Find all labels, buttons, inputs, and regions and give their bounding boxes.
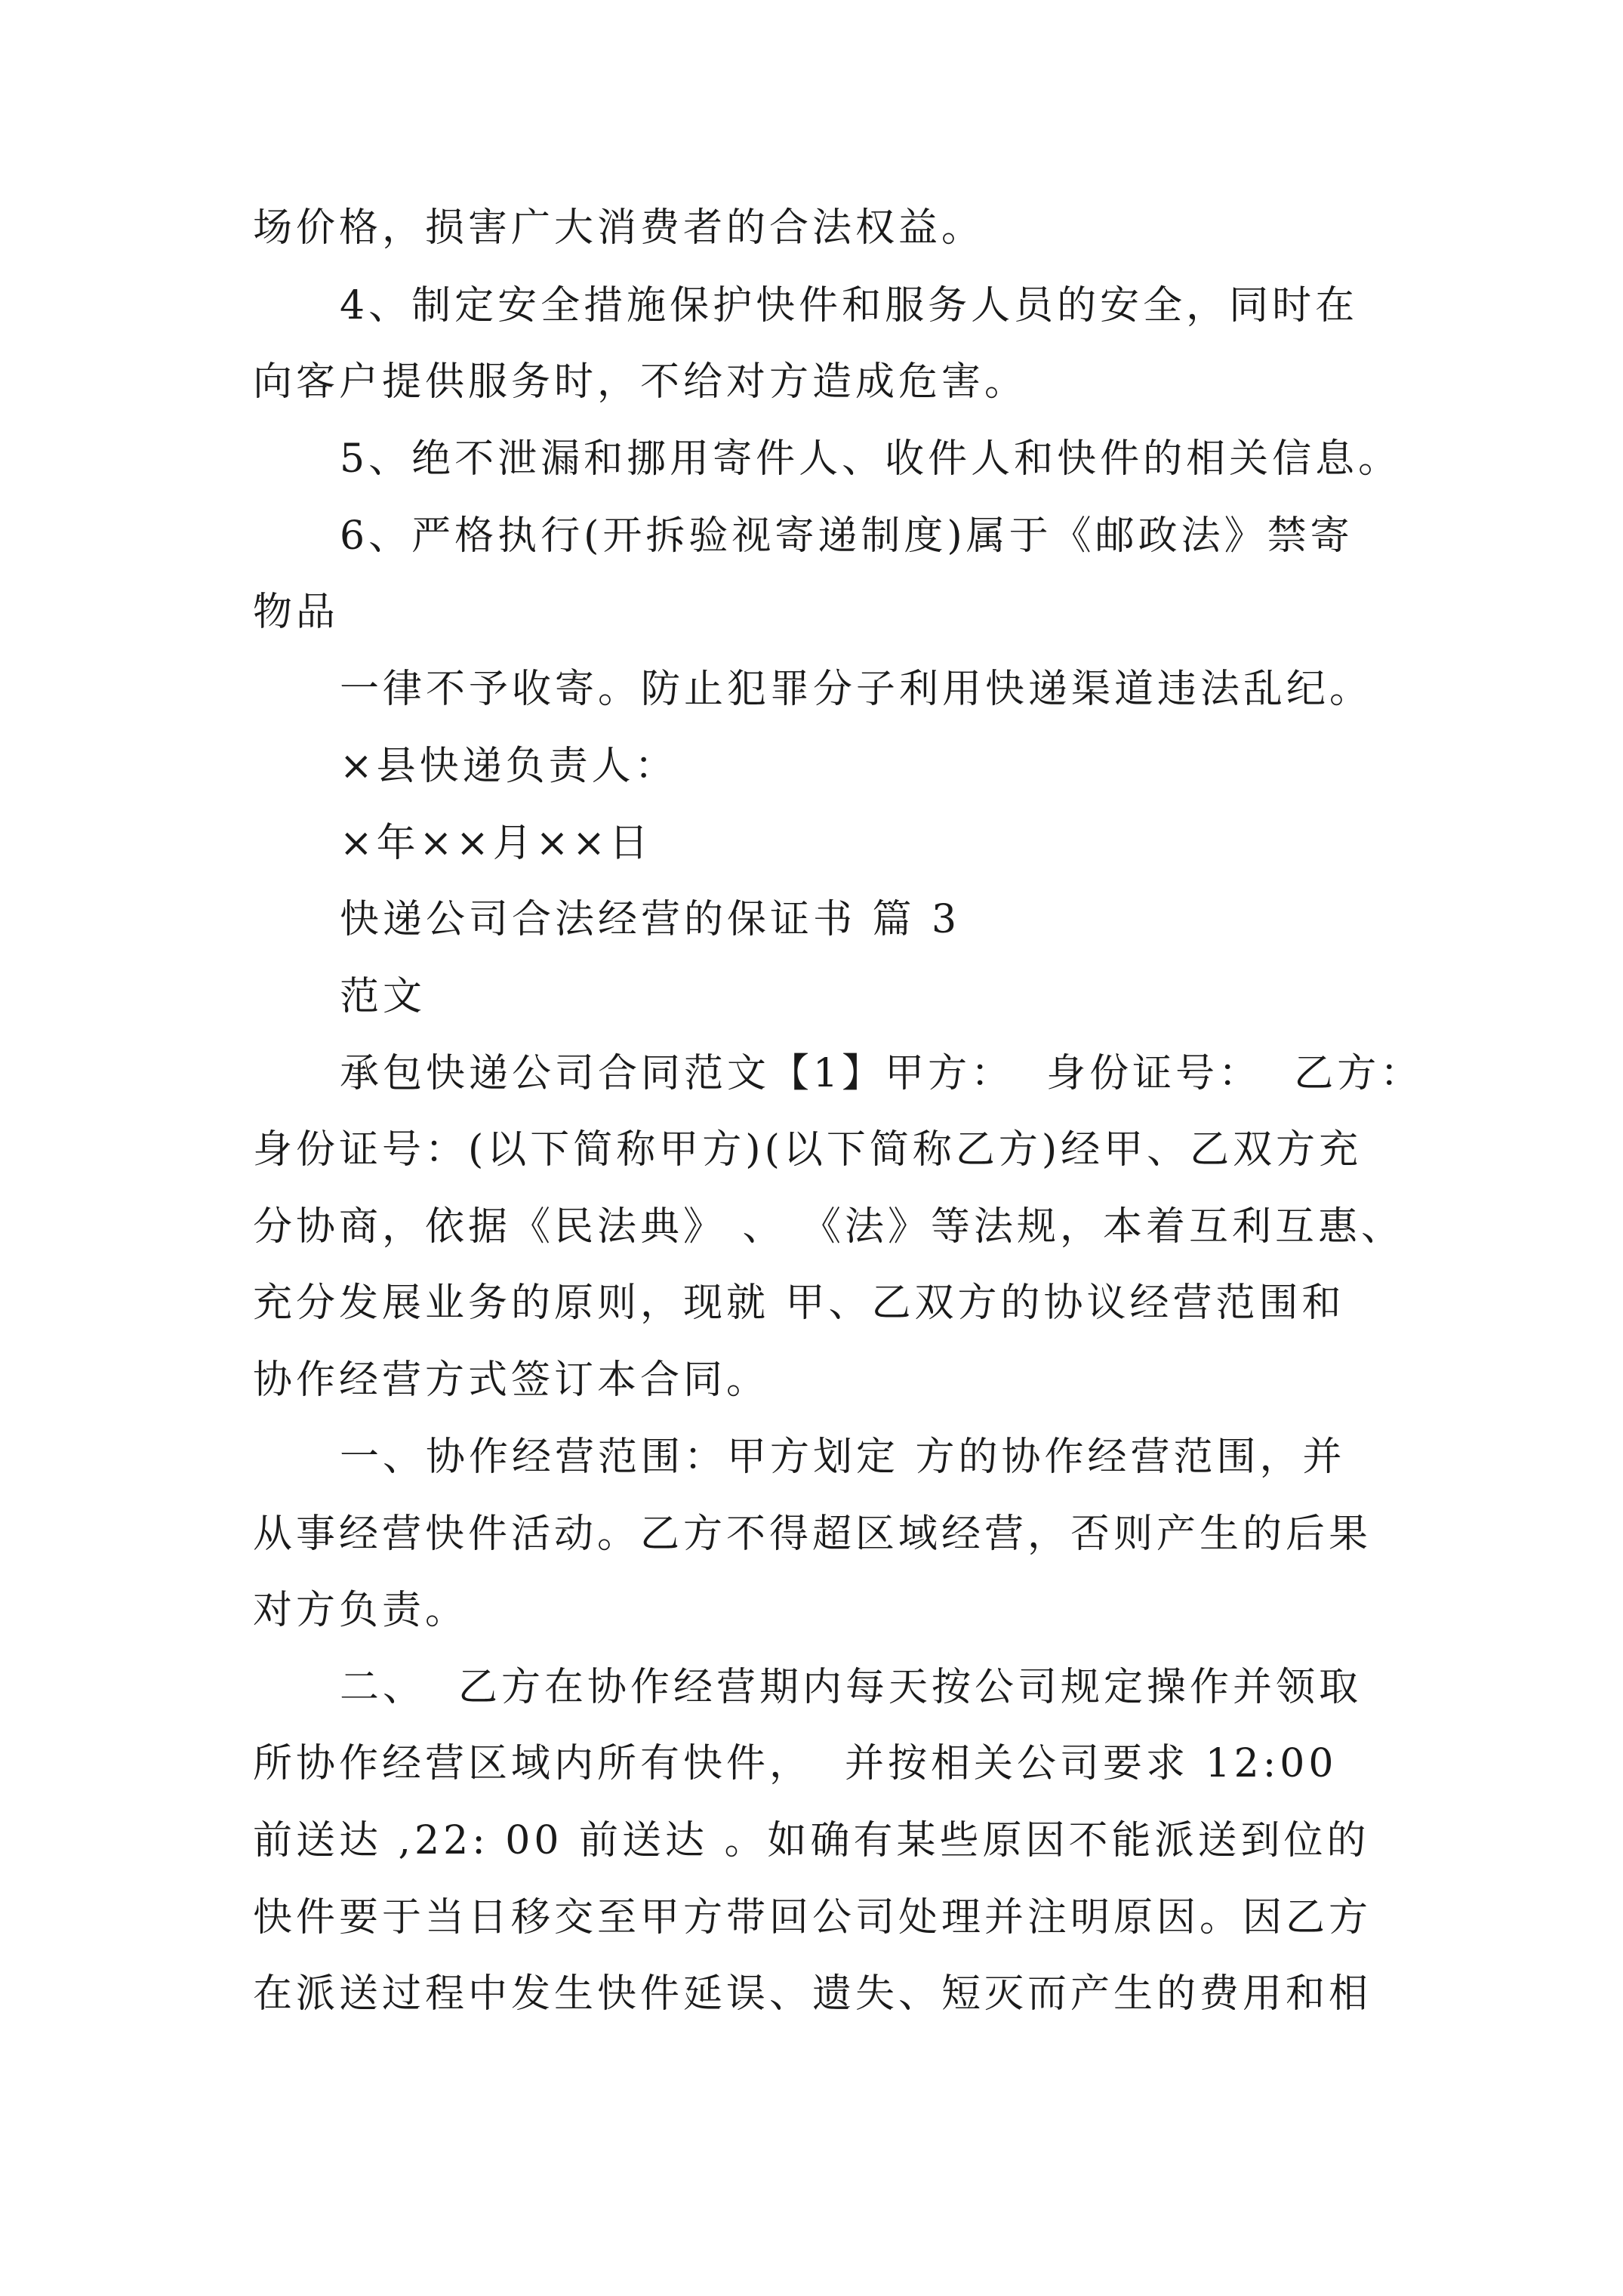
text-line: 身份证号：(以下简称甲方)(以下简称乙方)经甲、乙双方充: [253, 1127, 1363, 1173]
text-line: 前送达 ,22: 00 前送达 。如确有某些原因不能派送到位的: [253, 1818, 1370, 1863]
section-heading: 快递公司合法经营的保证书 篇 3: [340, 897, 961, 942]
text-line: 4、制定安全措施保护快件和服务人员的安全，同时在: [340, 283, 1359, 328]
text-line: ×年××月××日: [340, 821, 652, 866]
text-line: 6、严格执行(开拆验视寄递制度)属于《邮政法》禁寄: [340, 513, 1354, 559]
text-line: 对方负责。: [253, 1588, 469, 1633]
text-line: 在派送过程中发生快件延误、遗失、短灭而产生的费用和相: [253, 1971, 1372, 2017]
text-line: 承包快递公司合同范文【1】甲方： 身份证号： 乙方：: [340, 1051, 1424, 1096]
text-line: 物品: [253, 590, 340, 635]
text-line: 快件要于当日移交至甲方带回公司处理并注明原因。因乙方: [253, 1895, 1372, 1940]
text-line: 向客户提供服务时，不给对方造成危害。: [253, 359, 1028, 405]
text-line: 范文: [340, 974, 427, 1019]
text-line: 5、绝不泄漏和挪用寄件人、收件人和快件的相关信息。: [340, 436, 1402, 482]
text-line: 分协商，依据《民法典》 、 《法》等法规，本着互利互惠、: [253, 1204, 1405, 1250]
text-line: 所协作经营区域内所有快件， 并按相关公司要求 12:00: [253, 1741, 1338, 1786]
text-line: 一、协作经营范围：甲方划定 方的协作经营范围，并: [340, 1435, 1346, 1480]
text-line: 协作经营方式签订本合同。: [253, 1358, 770, 1403]
text-line: 二、 乙方在协作经营期内每天按公司规定操作并领取: [340, 1665, 1363, 1710]
text-line: ×县快递负责人：: [340, 744, 678, 789]
text-line: 充分发展业务的原则，现就 甲、乙双方的协议经营范围和: [253, 1281, 1345, 1326]
text-line: 一律不予收寄。防止犯罪分子利用快递渠道违法乱纪。: [340, 667, 1373, 712]
text-line: 场价格，损害广大消费者的合法权益。: [253, 205, 985, 251]
text-line: 从事经营快件活动。乙方不得超区域经营，否则产生的后果: [253, 1512, 1372, 1557]
